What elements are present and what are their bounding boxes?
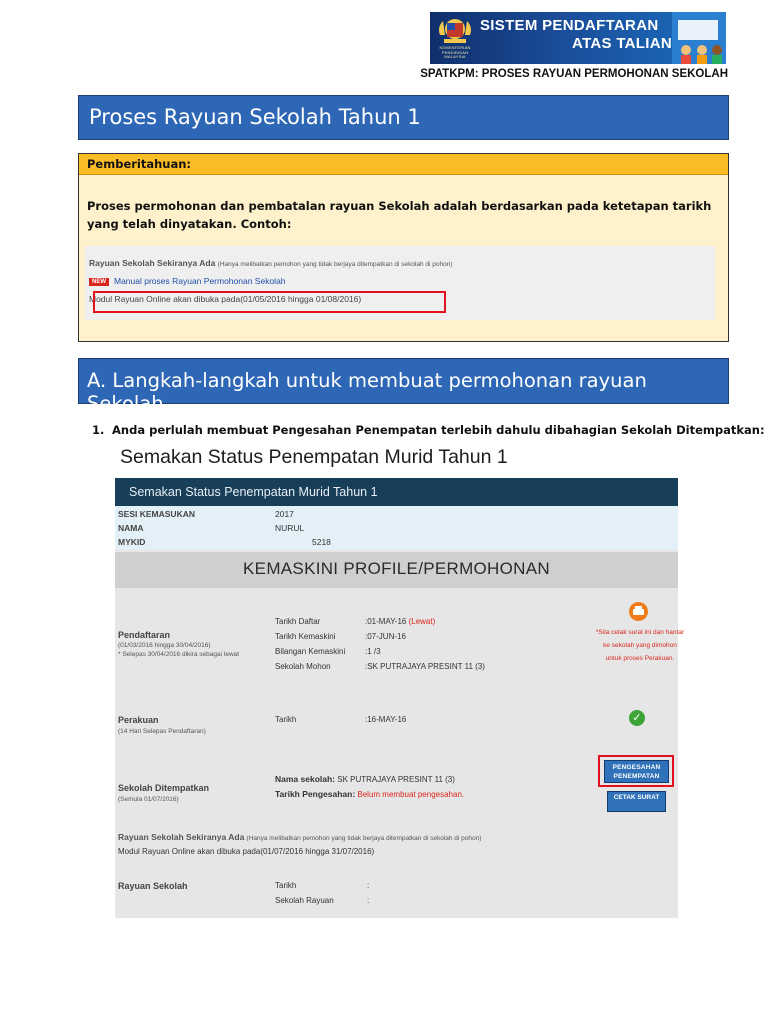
field-label: Bilangan Kemaskini bbox=[275, 647, 346, 656]
screenshot-header: Semakan Status Penempatan Murid Tahun 1 bbox=[115, 478, 678, 506]
placement-school: Nama sekolah: SK PUTRAJAYA PRESINT 11 (3) bbox=[275, 774, 455, 784]
step-text: Anda perlulah membuat Pengesahan Penempatan terlebih dahulu dibahagian Sekolah Ditempatkan: bbox=[112, 423, 765, 437]
check-icon: ✓ bbox=[629, 710, 645, 726]
banner-line-1: SISTEM PENDAFTARAN bbox=[480, 17, 659, 34]
applied-school: :SK PUTRAJAYA PRESINT 11 (3) bbox=[365, 662, 485, 671]
step-1 bbox=[92, 423, 765, 437]
screenshot-heading: Semakan Status Penempatan Murid Tahun 1 bbox=[120, 446, 508, 468]
field-label: Tarikh Daftar bbox=[275, 617, 321, 626]
document-caption: SPATKPM: PROSES RAYUAN PERMOHONAN SEKOLAH bbox=[420, 68, 728, 80]
registration-date: :01-MAY-16 (Lewat) bbox=[365, 617, 436, 626]
field-label: Sekolah Rayuan bbox=[275, 896, 334, 905]
classroom-illustration-icon bbox=[672, 12, 726, 64]
manual-link[interactable]: Manual proses Rayuan Permohonan Sekolah bbox=[114, 276, 286, 286]
system-banner bbox=[430, 12, 726, 64]
section-title-bar bbox=[78, 95, 729, 140]
appeal-band-title: Rayuan Sekolah Sekiranya Ada (Hanya melibatkan pemohon yang tidak berjaya ditempatkan di sekolah di pohon) bbox=[118, 832, 482, 842]
print-note: *Sila cetak surat ini dan hantar ke sekolah yang dimohon untuk proses Perakuan. bbox=[595, 629, 685, 662]
field-label: Sekolah Mohon bbox=[275, 662, 331, 671]
update-date: :07-JUN-16 bbox=[365, 632, 406, 641]
appeal-date: : bbox=[367, 881, 370, 890]
banner-line-2: ATAS TALIAN bbox=[572, 35, 672, 52]
status-screenshot bbox=[115, 478, 685, 918]
print-icon[interactable] bbox=[629, 602, 648, 621]
new-badge: NEW bbox=[89, 278, 109, 286]
notice-box bbox=[78, 153, 729, 342]
section-a-title-bar bbox=[78, 358, 729, 415]
field-label: Tarikh bbox=[275, 881, 297, 890]
registration-section-label: Pendaftaran (01/03/2016 hingga 30/04/2016) * Selepas 30/04/2016 dikira sebagai lewat bbox=[118, 630, 240, 658]
field-label: Tarikh bbox=[275, 715, 297, 724]
ministry-label: KEMENTERIAN PENDIDIKAN MALAYSIA bbox=[439, 45, 471, 59]
step-number: 1. bbox=[92, 423, 105, 437]
placement-section-label: Sekolah Ditempatkan (Semula 01/07/2016) bbox=[118, 783, 210, 803]
appeal-school: : bbox=[367, 896, 370, 905]
field-label: Tarikh Kemaskini bbox=[275, 632, 336, 641]
example-appeal-title: Rayuan Sekolah Sekiranya Ada (Hanya melibatkan pemohon yang tidak berjaya ditempatkan di sekolah di pohon) bbox=[89, 258, 453, 268]
student-info-panel: SESI KEMASUKAN 2017 NAMA NURUL MYKID 5218 bbox=[115, 506, 678, 550]
appeal-section-label: Rayuan Sekolah bbox=[118, 881, 188, 891]
confirmation-date: Tarikh Pengesahan: Belum membuat pengesahan. bbox=[275, 789, 465, 799]
highlight-frame bbox=[598, 755, 674, 787]
confirm-placement-button[interactable]: PENGESAHAN PENEMPATAN bbox=[604, 760, 669, 783]
notice-text: Proses permohonan dan pembatalan rayuan Sekolah adalah berdasarkan pada ketetapan tarikh yang telah dinyatakan. Contoh: bbox=[87, 199, 712, 231]
endorsement-date: :16-MAY-16 bbox=[365, 715, 407, 724]
appeal-band-module: Modul Rayuan Online akan dibuka pada(01/07/2016 hingga 31/07/2016) bbox=[118, 847, 375, 856]
update-count: :1 /3 bbox=[365, 647, 381, 656]
late-flag: (Lewat) bbox=[408, 617, 436, 626]
endorsement-section-label: Perakuan (14 Hari Selepas Pendaftaran) bbox=[118, 715, 206, 735]
profile-band: KEMASKINI PROFILE/PERMOHONAN bbox=[115, 552, 678, 588]
example-module-text: Modul Rayuan Online akan dibuka pada(01/05/2016 hingga 01/08/2016) bbox=[89, 294, 362, 304]
section-title: Proses Rayuan Sekolah Tahun 1 bbox=[89, 105, 421, 129]
print-letter-button[interactable]: CETAK SURAT bbox=[607, 791, 666, 812]
highlight-frame bbox=[93, 291, 446, 313]
example-manual-row bbox=[89, 276, 286, 286]
section-a-title: A. Langkah-langkah untuk membuat permohonan rayuan Sekolah bbox=[87, 369, 647, 415]
notice-heading: Pemberitahuan: bbox=[79, 154, 728, 175]
